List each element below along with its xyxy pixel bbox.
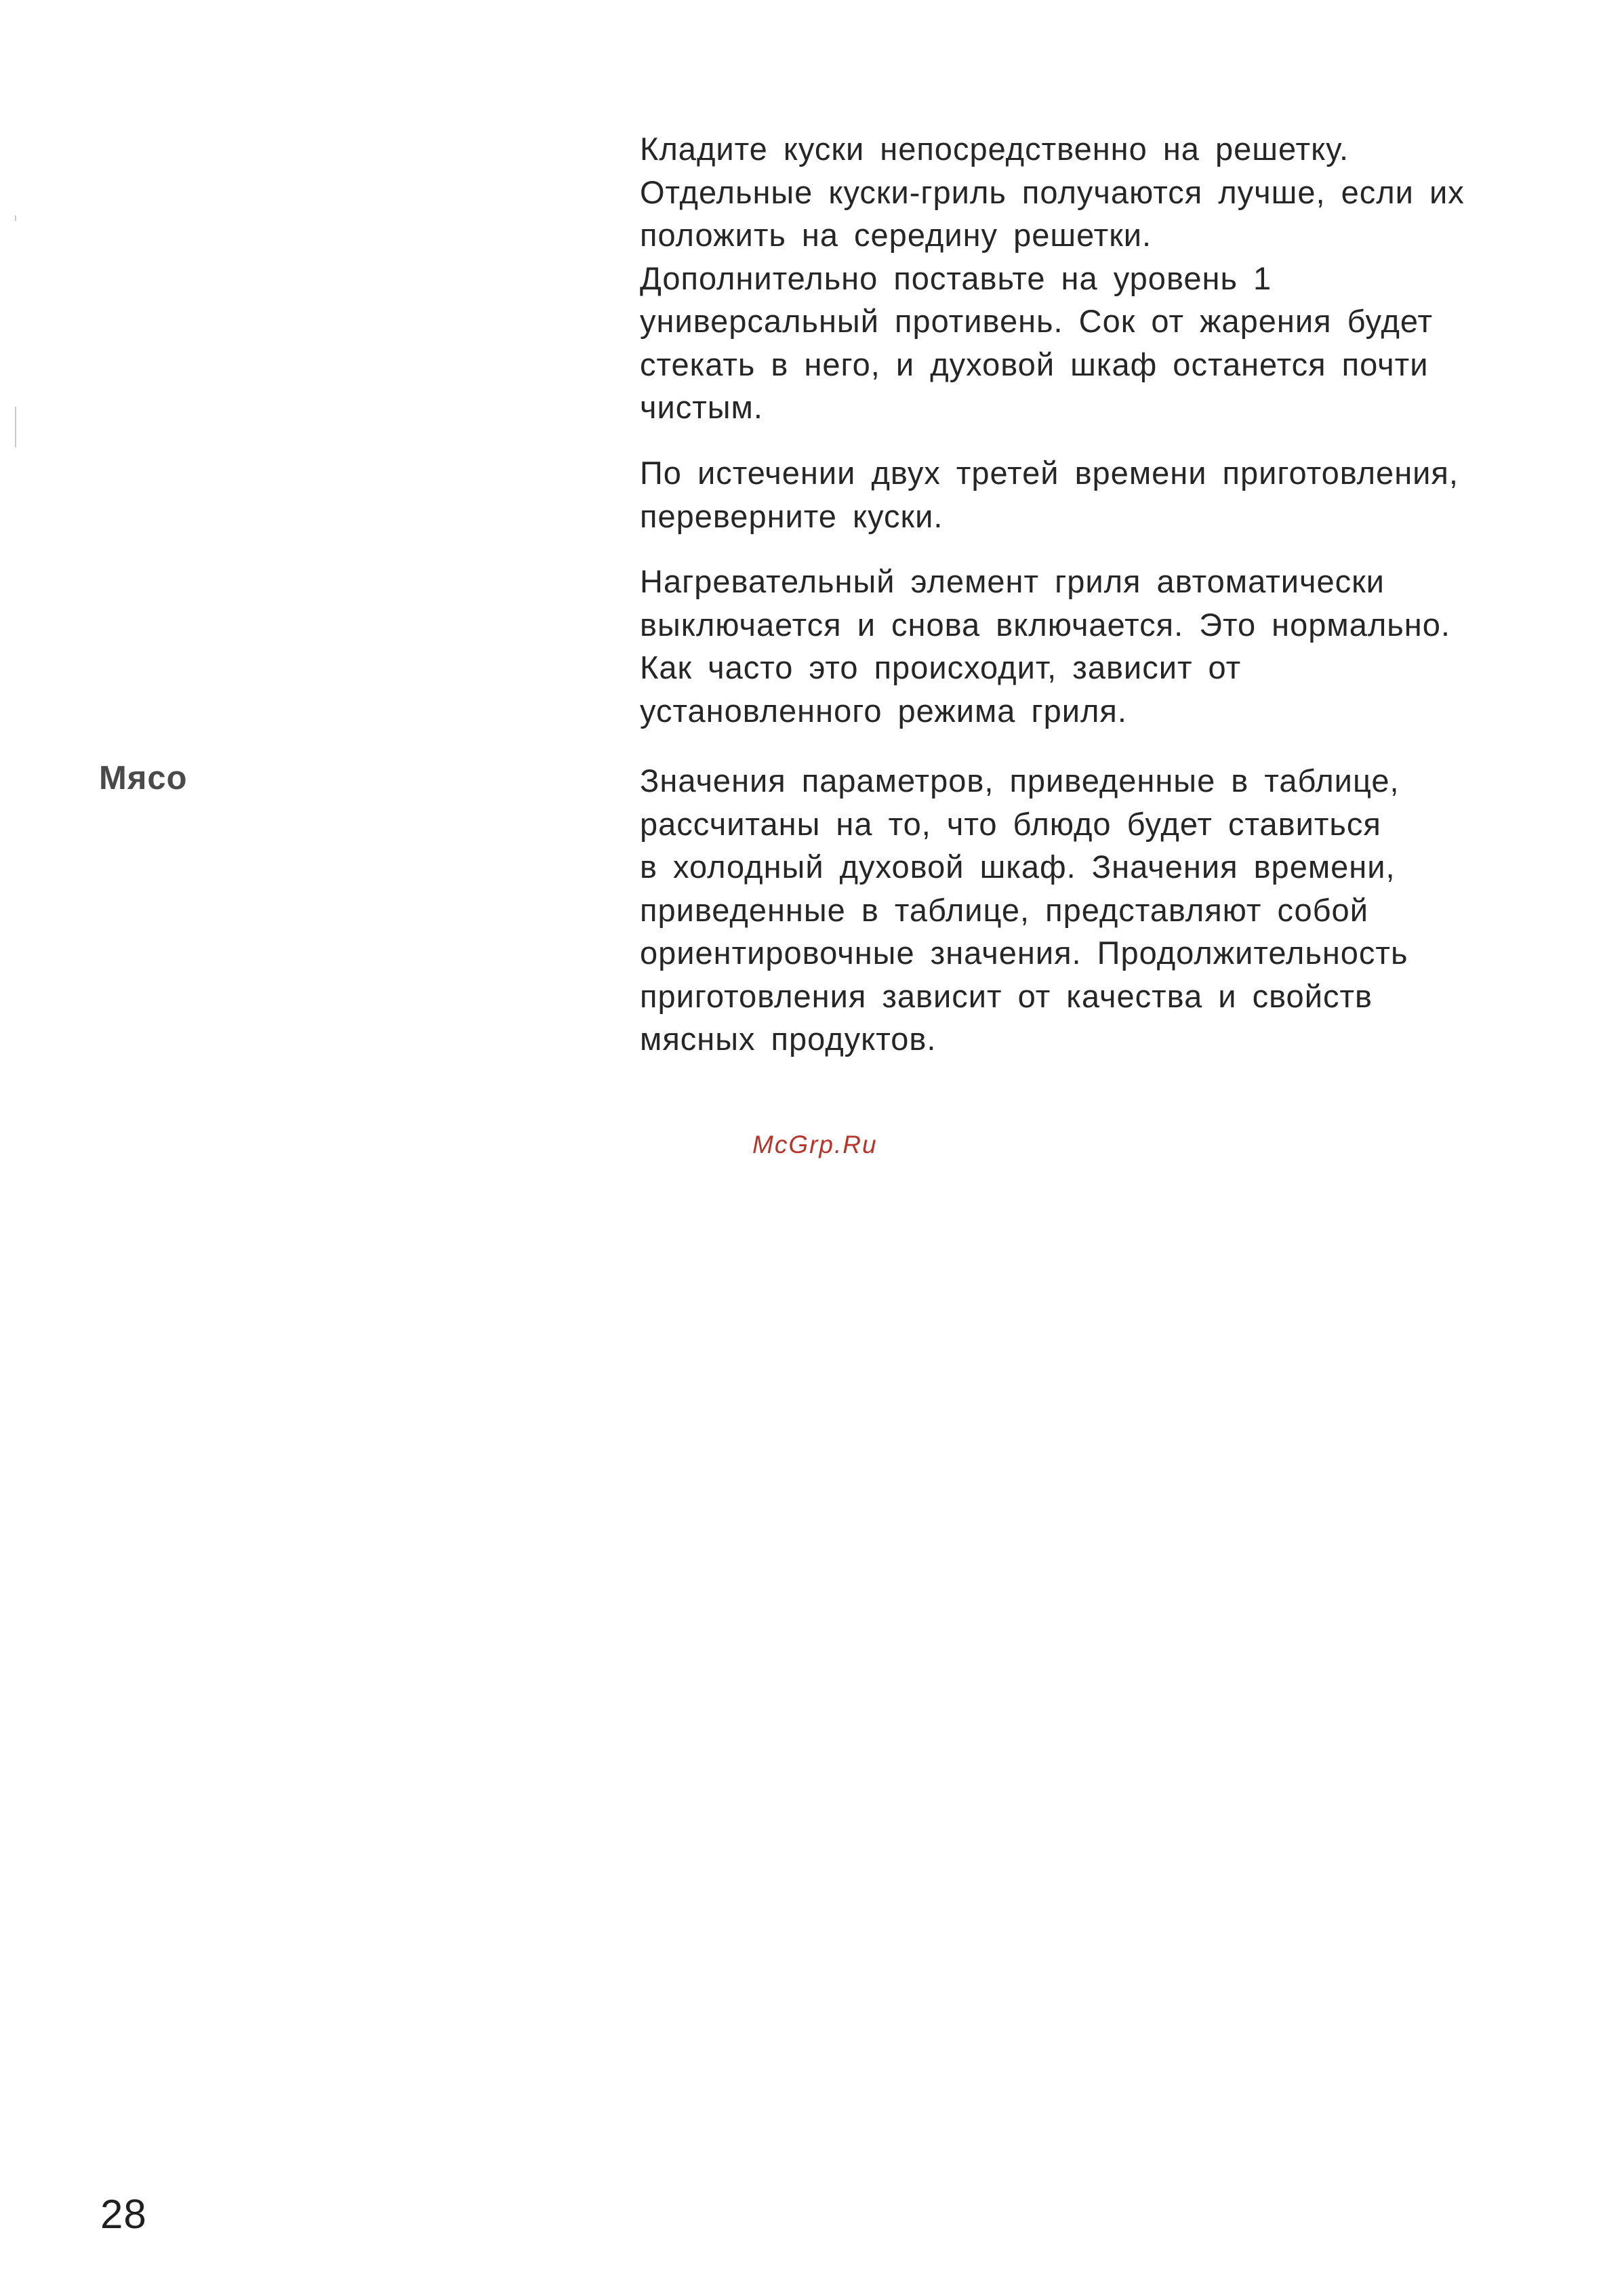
text-line: Дополнительно поставьте на уровень 1	[640, 260, 1272, 296]
text-line: Как часто это происходит, зависит от	[640, 649, 1242, 685]
paragraph-turn-pieces	[640, 451, 1548, 538]
text-line: Нагревательный элемент гриля автоматически	[640, 563, 1385, 599]
watermark: McGrp.Ru	[752, 1131, 878, 1158]
text-line: стекать в него, и духовой шкаф останется почти	[640, 346, 1429, 382]
text-line: выключается и снова включается. Это нормально.	[640, 606, 1450, 643]
scan-artifact	[15, 407, 16, 447]
text-line: приготовления зависит от качества и свойств	[640, 977, 1373, 1014]
text-line: положить на середину решетки.	[640, 217, 1152, 253]
text-line: рассчитаны на то, что блюдо будет ставиться	[640, 805, 1381, 842]
page-number: 28	[100, 2191, 147, 2237]
text-line: приведенные в таблице, представляют собой	[640, 891, 1368, 928]
text-line: установленного режима гриля.	[640, 692, 1127, 729]
text-line: чистым.	[640, 389, 763, 425]
text-line: универсальный противень. Сок от жарения будет	[640, 303, 1433, 339]
text-line: Значения параметров, приведенные в таблице,	[640, 763, 1400, 799]
paragraph-grill-placement	[640, 127, 1548, 429]
text-line: Отдельные куски-гриль получаются лучше, если их	[640, 174, 1465, 210]
paragraph-heating-element	[640, 560, 1548, 732]
text-line: По истечении двух третей времени приготовления,	[640, 455, 1459, 491]
text-line: Кладите куски непосредственно на решетку.	[640, 131, 1349, 167]
text-line: в холодный духовой шкаф. Значения времени,	[640, 849, 1396, 885]
text-line: переверните куски.	[640, 498, 943, 534]
paragraph-meat-table-notes	[640, 759, 1548, 1061]
scan-artifact	[15, 216, 16, 221]
section-heading-meat: Мясо	[99, 760, 188, 796]
text-line: ориентировочные значения. Продолжительность	[640, 935, 1408, 971]
text-line: мясных продуктов.	[640, 1021, 937, 1057]
